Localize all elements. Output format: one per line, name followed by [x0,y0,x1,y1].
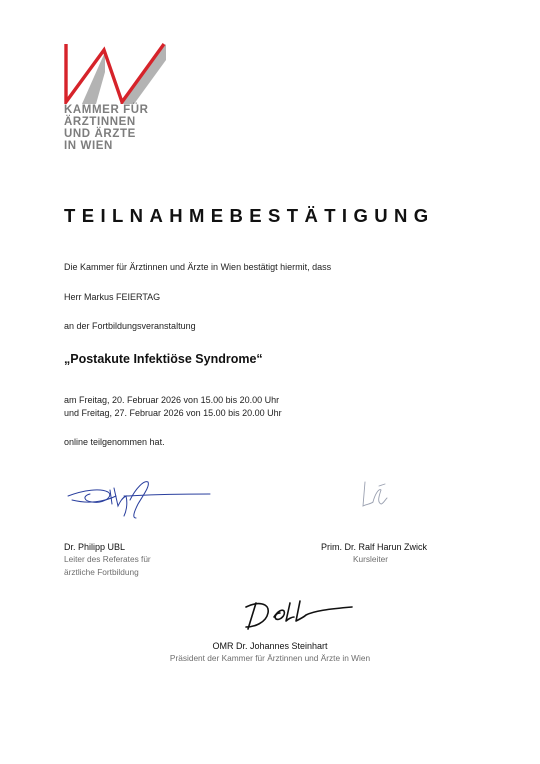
organization-name-line: ÄRZTINNEN [64,116,136,128]
organization-name-line: IN WIEN [64,140,113,152]
intro-text: Die Kammer für Ärztinnen und Ärzte in Wien bestätigt hiermit, dass [64,262,332,272]
signatory-role-line: Leiter des Referates für [64,554,151,564]
event-date-line: am Freitag, 20. Februar 2026 von 15.00 bis 20.00 Uhr [64,395,280,405]
signatory-role-line: ärztliche Fortbildung [64,567,139,577]
organization-name-line: UND ÄRZTE [64,128,136,140]
kammer-logo-icon [62,42,166,104]
organization-name-line: KAMMER FÜR [64,104,149,116]
event-title: „Postakute Infektiöse Syndrome“ [64,352,263,366]
event-date-line: und Freitag, 27. Februar 2026 von 15.00 bis 20.00 Uhr [64,408,282,418]
signatory-role-steinhart [110,652,430,665]
signatory-role-line: Kursleiter [353,554,389,564]
closing-text: online teilgenommen hat. [64,437,165,447]
event-intro-text: an der Fortbildungsveranstaltung [64,321,196,331]
signature-steinhart-icon [244,597,356,631]
organization-name [64,104,149,152]
signature-ubl-icon [64,474,214,524]
signatory-name-steinhart: OMR Dr. Johannes Steinhart [212,641,328,651]
signatory-name-ubl: Dr. Philipp UBL [64,542,126,552]
signatory-role-line: Präsident der Kammer für Ärztinnen und Ärzte in Wien [169,653,371,663]
document-title: TEILNAHMEBESTÄTIGUNG [64,205,435,226]
participant-name: Herr Markus FEIERTAG [64,292,161,302]
signatory-role-ubl [64,553,151,579]
signature-zwick-icon [355,478,395,514]
signatory-role-zwick [353,553,388,566]
signatory-name-zwick: Prim. Dr. Ralf Harun Zwick [321,542,428,552]
